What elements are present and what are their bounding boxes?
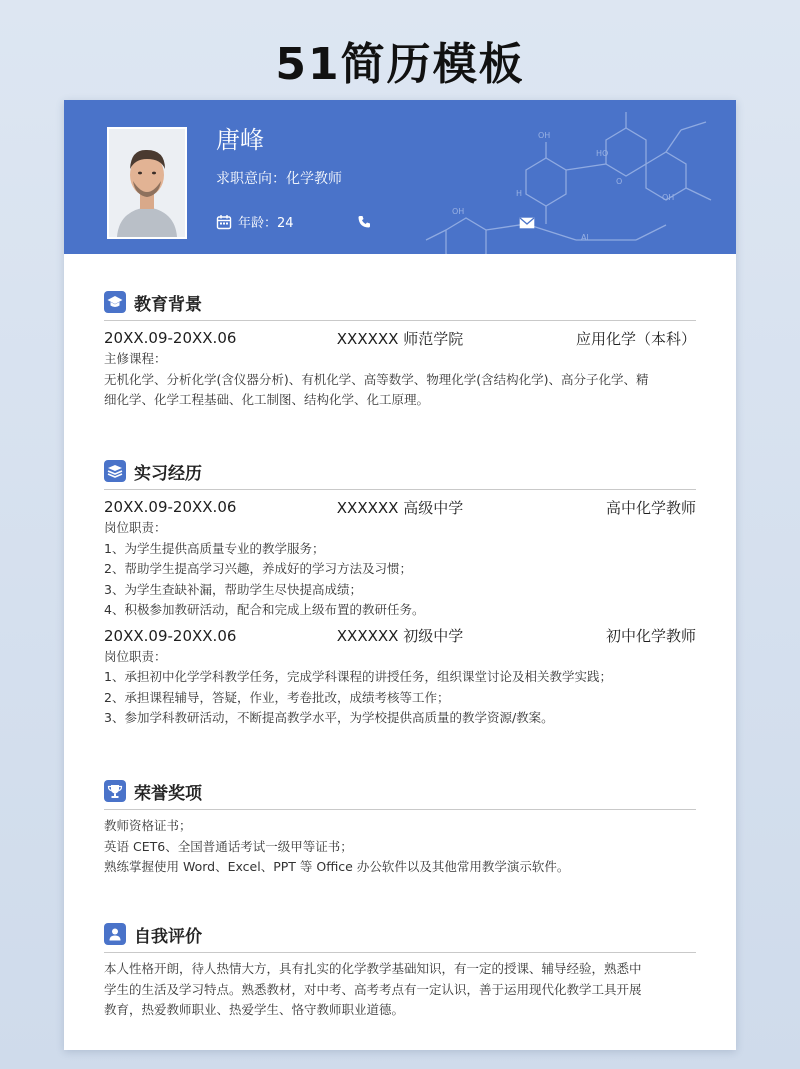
- age-text: 年龄：24: [238, 216, 294, 231]
- courses-line: 无机化学、分析化学(含仪器分析)、有机化学、高等数学、物理化学(含结构化学)、高分子化学、精: [104, 371, 649, 387]
- internship-section: [104, 457, 696, 729]
- svg-text:OH: OH: [662, 193, 675, 202]
- duty-label: 岗位职责：: [104, 648, 167, 664]
- education-heading: [104, 288, 696, 321]
- duty-item: 1、承担初中化学学科教学任务，完成学科课程的讲授任务，组织课堂讨论及相关教学实践；: [104, 669, 612, 684]
- svg-text:HO: HO: [596, 149, 609, 158]
- honor-item: 熟练掌握使用 Word、Excel、PPT 等 Office 办公软件以及其他常用教学演示软件。: [104, 859, 570, 874]
- svg-text:H: H: [516, 189, 523, 198]
- trophy-icon: [104, 780, 126, 802]
- honor-item: 教师资格证书；: [104, 818, 192, 833]
- education-row: [104, 327, 696, 349]
- person-icon: [104, 923, 126, 945]
- mail-icon: [519, 214, 535, 233]
- email-item: [519, 214, 535, 233]
- internship-period: 20XX.09-20XX.06: [104, 626, 237, 645]
- duty-item: 2、承担课程辅导，答疑，作业，考卷批改，成绩考核等工作；: [104, 689, 450, 705]
- self-eval-line: 学生的生活及学习特点。熟悉教材，对中考、高考考点有一定认识，善于运用现代化教学工具开展: [104, 981, 642, 997]
- courses-line: 细化学、化学工程基础、化工制图、结构化学、化工原理。: [104, 392, 430, 407]
- job-intent: 求职意向：化学教师: [216, 171, 342, 187]
- self-eval-section: [104, 920, 696, 1021]
- phone-icon: [356, 214, 372, 230]
- duty-item: 1、为学生提供高质量专业的教学服务；: [104, 540, 325, 556]
- education-section: [104, 288, 696, 411]
- self-eval-text: [104, 959, 696, 1021]
- internship-title: 实习经历: [134, 463, 202, 484]
- honors-section: [104, 777, 696, 878]
- contact-row: [216, 212, 378, 231]
- page-title: 51简历模板: [275, 39, 525, 90]
- phone-item: [356, 214, 378, 230]
- education-period: 20XX.09-20XX.06: [104, 329, 237, 347]
- self-eval-title: 自我评价: [134, 926, 202, 947]
- duty-item: 3、为学生查缺补漏，帮助学生尽快提高成绩；: [104, 581, 362, 597]
- age-item: [216, 212, 294, 231]
- resume-sheet: [64, 100, 736, 1050]
- self-eval-heading: [104, 920, 696, 953]
- internship-org: XXXXXX 高级中学: [336, 498, 464, 517]
- education-title: 教育背景: [134, 294, 202, 315]
- graduation-cap-icon: [104, 291, 126, 313]
- duty-item: 2、帮助学生提高学习兴趣，养成好的学习方法及习惯；: [104, 561, 412, 576]
- internship-row: [104, 496, 696, 518]
- duty-item: 3、参加学科教研活动，不断提高教学水平，为学校提供高质量的教学资源/教案。: [104, 710, 554, 725]
- resume-header: [64, 100, 736, 254]
- avatar: [107, 127, 187, 239]
- svg-text:Al: Al: [581, 233, 589, 242]
- internship-org: XXXXXX 初级中学: [336, 627, 464, 645]
- calendar-icon: [216, 214, 232, 230]
- internship-period: 20XX.09-20XX.06: [104, 498, 237, 516]
- internship-row: [104, 625, 696, 647]
- molecule-decoration: [406, 100, 736, 254]
- duty-label: 岗位职责：: [104, 520, 167, 535]
- self-eval-line: 教育，热爱教师职业、热爱学生、恪守教师职业道德。: [104, 1002, 405, 1017]
- svg-text:O: O: [616, 177, 623, 186]
- stack-icon: [104, 460, 126, 482]
- duty-item: 4、积极参加教研活动，配合和完成上级布置的教研任务。: [104, 602, 425, 617]
- svg-text:OH: OH: [452, 207, 465, 216]
- internship-heading: [104, 457, 696, 490]
- honors-list: [104, 816, 696, 878]
- candidate-name: 唐峰: [216, 126, 264, 154]
- internship-role: 高中化学教师: [605, 498, 696, 517]
- education-major: 应用化学（本科）: [575, 329, 696, 348]
- internship-role: 初中化学教师: [605, 627, 696, 645]
- svg-text:OH: OH: [538, 131, 551, 140]
- honors-heading: [104, 777, 696, 810]
- avatar-portrait: [109, 129, 185, 237]
- education-school: XXXXXX 师范学院: [336, 329, 464, 348]
- honors-title: 荣誉奖项: [134, 783, 202, 804]
- honor-item: 英语 CET6、全国普通话考试一级甲等证书；: [104, 838, 353, 854]
- self-eval-line: 本人性格开朗，待人热情大方，具有扎实的化学教学基础知识，有一定的授课、辅导经验，熟悉中: [104, 961, 642, 976]
- courses-label: 主修课程：: [104, 351, 167, 366]
